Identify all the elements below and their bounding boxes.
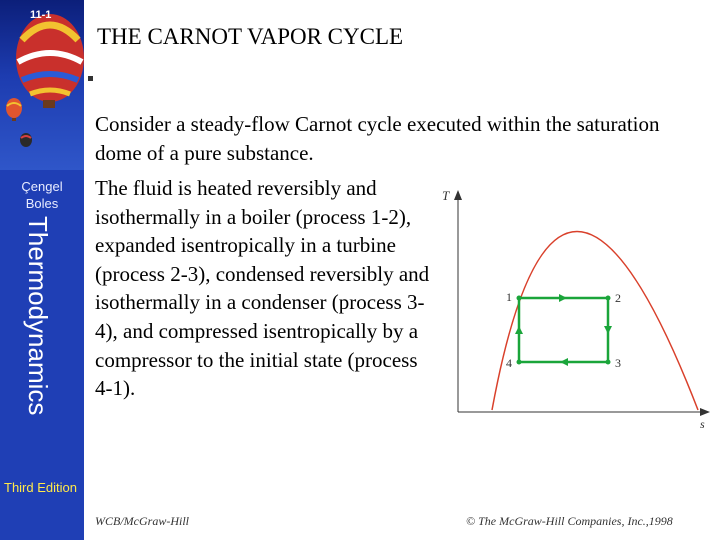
saturation-dome (492, 232, 698, 411)
x-axis-label: s (700, 417, 705, 431)
arrow-2-3 (604, 326, 612, 334)
state-label-2: 2 (615, 291, 621, 305)
slide-title: THE CARNOT VAPOR CYCLE (97, 24, 404, 49)
state-label-1: 1 (506, 290, 512, 304)
arrow-1-2 (559, 294, 567, 302)
body-paragraph: The fluid is heated reversibly and isothermally in a boiler (process 1-2), expanded isentropically in a turbine (process 2-3), condensed reversibly and isothermally in a condenser (process 3-4), and compressed isentropically by a compressor to the initial state (process 4-1). (95, 176, 430, 401)
edition-label: Third Edition (4, 480, 77, 495)
arrow-3-4 (560, 358, 568, 366)
state-label-4: 4 (506, 356, 512, 370)
title-marker (88, 76, 93, 81)
cycle-path (515, 294, 612, 366)
balloon-image (0, 0, 84, 170)
sidebar (0, 0, 84, 540)
state-point-3 (606, 360, 611, 365)
state-label-3: 3 (615, 356, 621, 370)
y-axis-arrow (454, 190, 462, 200)
copyright-label: © The McGraw-Hill Companies, Inc.,1998 (466, 514, 673, 528)
hot-air-balloon-photo (0, 0, 84, 170)
ts-diagram (436, 182, 716, 432)
intro-paragraph: Consider a steady-flow Carnot cycle executed within the saturation dome of a pure substance. (95, 112, 660, 165)
authors (0, 178, 84, 212)
author-name: Boles (25, 196, 59, 211)
author-name: Çengel (21, 179, 63, 194)
state-point-1 (517, 296, 522, 301)
y-axis-label: T (442, 188, 450, 203)
x-axis-arrow (700, 408, 710, 416)
book-title: Thermodynamics (23, 216, 53, 416)
state-point-2 (606, 296, 611, 301)
book-title-vertical (24, 216, 52, 464)
publisher-label: WCB/McGraw-Hill (95, 514, 189, 528)
slide-number: 11-1 (30, 9, 52, 21)
arrow-4-1 (515, 326, 523, 334)
state-point-4 (517, 360, 522, 365)
